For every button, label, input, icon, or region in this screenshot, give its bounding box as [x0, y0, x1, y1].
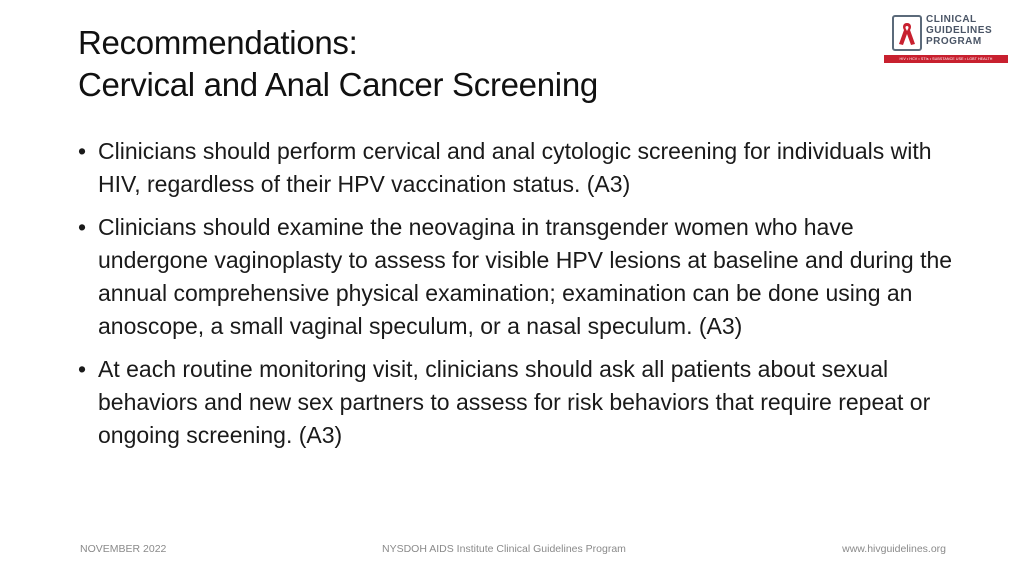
- logo-tagline: HIV • HCV • STIs • SUBSTANCE USE • LGBT HEALTH: [884, 55, 1008, 63]
- footer-website: www.hivguidelines.org: [842, 543, 946, 555]
- slide-title: [78, 22, 838, 106]
- bullet-marker: •: [78, 138, 87, 164]
- recommendation-text: At each routine monitoring visit, clinicians should ask all patients about sexual behaviors and new sex partners to assess for risk behaviors that require repeat or ongoing screening. (A3): [98, 356, 931, 448]
- recommendation-item: [78, 353, 958, 452]
- slide-title-line-2: Cervical and Anal Cancer Screening: [78, 66, 598, 103]
- footer-date: NOVEMBER 2022: [80, 543, 167, 555]
- recommendation-list: [78, 135, 958, 462]
- slide-title-line-1: Recommendations:: [78, 24, 358, 61]
- recommendation-text: Clinicians should perform cervical and anal cytologic screening for individuals with HIV, regardless of their HPV vaccination status. (A3): [98, 138, 932, 197]
- recommendation-item: [78, 211, 958, 343]
- clinical-guidelines-program-logo: [884, 12, 1008, 64]
- logo-wordmark: [926, 14, 992, 47]
- recommendation-item: [78, 135, 958, 201]
- logo-badge: [892, 15, 922, 51]
- logo-text-line-2: GUIDELINES: [926, 25, 993, 36]
- logo-text-line-3: PROGRAM: [926, 36, 982, 47]
- bullet-marker: •: [78, 214, 87, 240]
- footer-program: NYSDOH AIDS Institute Clinical Guidelines Program: [382, 543, 626, 555]
- logo-text-line-1: CLINICAL: [926, 14, 977, 25]
- bullet-marker: •: [78, 356, 87, 382]
- awareness-ribbon-icon: [896, 20, 918, 48]
- recommendation-text: Clinicians should examine the neovagina in transgender women who have undergone vaginoplasty to assess for visible HPV lesions at baseline and during the annual comprehensive physical examination; examination can be done using an anoscope, a small vaginal speculum, or a nasal speculum. (A3): [98, 214, 953, 339]
